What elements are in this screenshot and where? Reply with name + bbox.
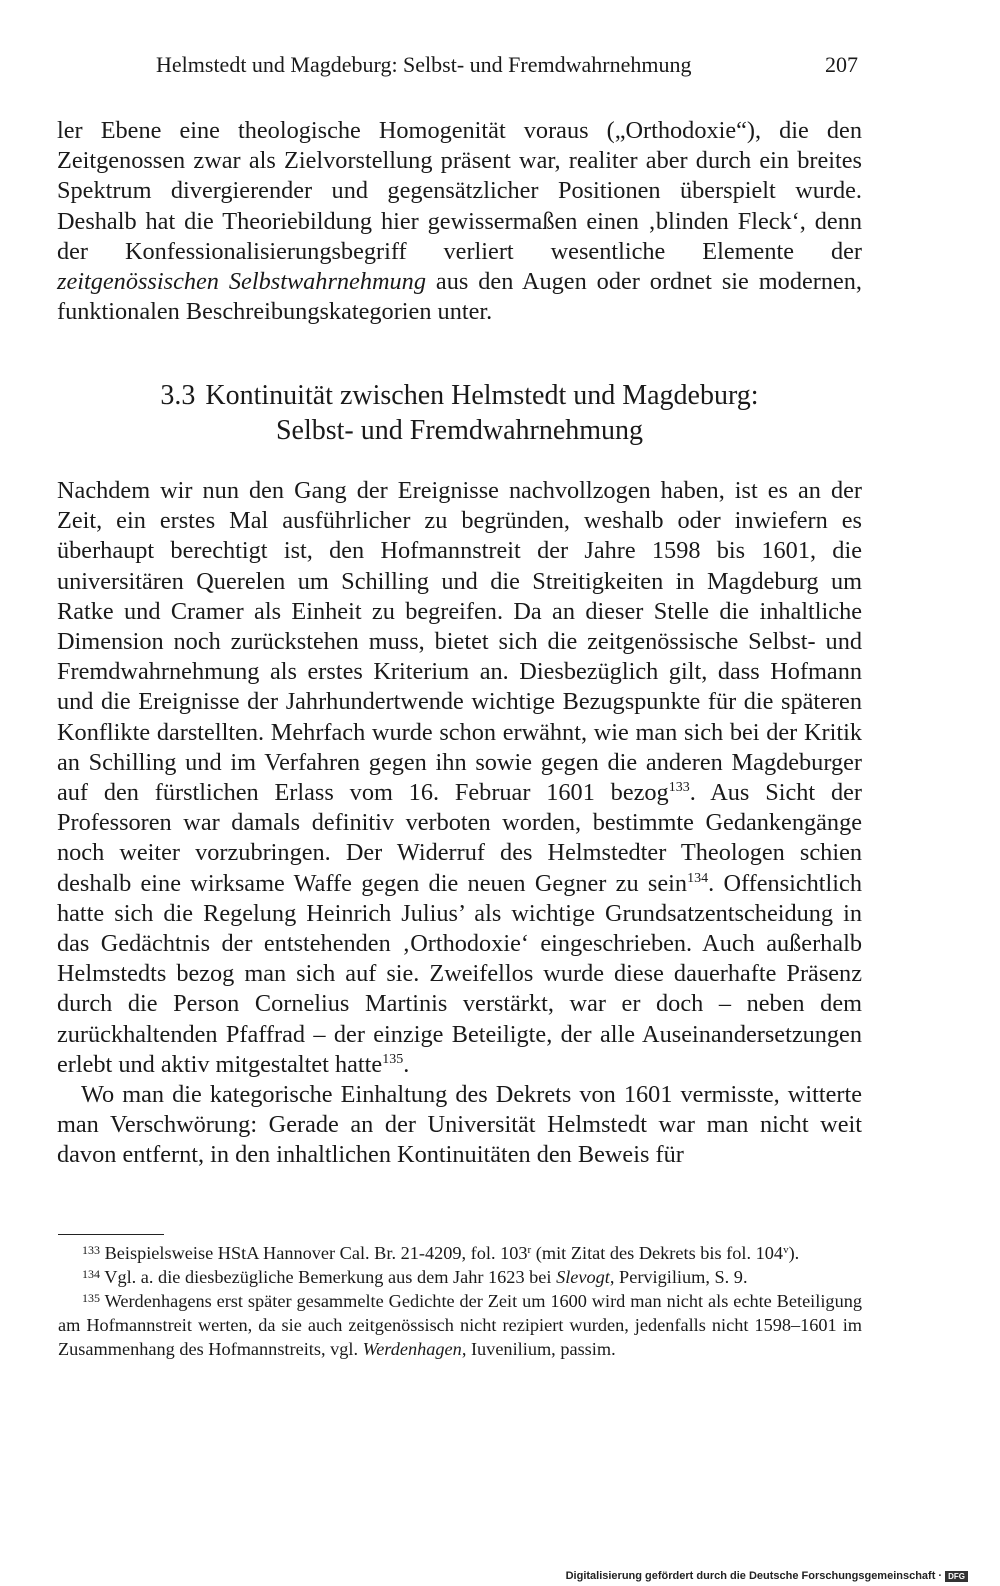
section-title-line-2: Selbst- und Fremdwahrnehmung — [275, 415, 644, 446]
footnote-text: Beispielsweise HStA Hannover Cal. Br. 21-4209, fol. 103 — [100, 1243, 528, 1263]
footnote-135 — [58, 1289, 862, 1361]
paragraph-1-emphasis: zeitgenössischen Selbstwahrnehmung — [57, 268, 426, 296]
running-title: Helmstedt und Magdeburg: Selbst- und Fremdwahrnehmung — [156, 52, 692, 77]
paragraph-2-text-d: . — [403, 1050, 410, 1078]
folio-side: r — [527, 1244, 532, 1256]
footnote-ref-135[interactable]: 135 — [382, 1051, 404, 1067]
footnote-text: ). — [788, 1243, 800, 1263]
footnote-ref-133[interactable]: 133 — [668, 780, 690, 796]
paragraph-2-text-c: . Offensichtlich hatte sich die Regelung Heinrich Julius’ als wichtige Grundsatzentscheidung in das Gedächtnis der entstehenden ‚Orthodoxie‘ eingeschrieben. Auch außerhalb Helmstedts bezog man sich auf sie. Zweifellos wurde diese dauerhafte Präsenz durch die Person Cornelius Martinis verstärkt, war er doch – neben dem zurückhaltenden Pfaffrad – der einzige Beteiligte, der alle Auseinandersetzungen erlebt und aktiv mitgestaltet hatte — [57, 869, 862, 1078]
footnote-134 — [58, 1265, 862, 1289]
footnote-number: 133 — [82, 1243, 100, 1257]
paragraph-2 — [57, 476, 862, 1171]
folio-side: v — [783, 1244, 789, 1256]
credit-text: Digitalisierung gefördert durch die Deutsche Forschungsgemeinschaft · — [565, 1570, 943, 1582]
footnote-author: Werdenhagen — [362, 1339, 462, 1359]
footnote-133 — [58, 1241, 862, 1265]
section-number: 3.3 — [160, 380, 196, 411]
footnotes — [58, 1241, 862, 1361]
footnote-ref-134[interactable]: 134 — [687, 870, 709, 886]
paragraph-1 — [57, 116, 862, 327]
dfg-logo-icon: DFG — [945, 1571, 968, 1582]
footnote-divider — [58, 1234, 164, 1235]
paragraph-2-text-a: Nachdem wir nun den Gang der Ereignisse nachvollzogen haben, ist es an der Zeit, ein erstes Mal ausführlicher zu begründen, weshalb oder inwiefern es überhaupt berechtigt ist, den Hofmannstreit der Jahre 1598 bis 1601, die universitären Querelen um Schilling und die Streitigkeiten in Magdeburg um Ratke und Cramer als Einheit zu begreifen. Da an dieser Stelle die inhaltliche Dimension noch zurückstehen muss, bietet sich die zeitgenössische Selbst- und Fremdwahrnehmung als erstes Kriterium an. Diesbezüglich gilt, dass Hofmann und die Ereignisse der Jahrhundertwende wichtige Bezugspunkte für die späteren Konflikte darstellten. Mehrfach wurde schon erwähnt, wie man sich bei der Kritik an Schilling und im Verfahren gegen ihn sowie gegen die anderen Magdeburger auf den fürstlichen Erlass vom 16. Februar 1601 bezog — [57, 477, 862, 807]
paragraph-2-text-b: . Aus Sicht der Professoren war damals definitiv verboten worden, bestimmte Gedankengänge noch weiter vorzubringen. Der Widerruf des Helmstedter Theologen schien deshalb eine wirksame Waffe gegen die neuen Gegner zu sein — [57, 779, 863, 897]
paragraph-1-text-a: ler Ebene eine theologische Homogenität voraus („Orthodoxie“), die den Zeitgenossen zwar als Zielvorstellung präsent war, realiter aber durch ein breites Spektrum divergierender und gegensätzlicher Positionen überspielt wurde. Deshalb hat die Theoriebildung hier gewissermaßen einen ‚blinden Fleck‘, denn der Konfessionalisierungsbegriff verliert wesentliche Elemente der — [57, 117, 862, 265]
running-header — [156, 52, 858, 78]
section-title-line-1: Kontinuität zwischen Helmstedt und Magdeburg: — [205, 380, 759, 411]
footnote-text: Werdenhagens erst später gesammelte Gedichte der Zeit um 1600 wird man nicht als echte Beteiligung am Hofmannstreit werten, da sie auch zeitgenössisch nicht rezipiert wurden, jedenfalls nicht 1598–1601 im Zusammenhang des Hofmannstreits, vgl. — [58, 1291, 862, 1359]
footnote-author: Slevogt — [556, 1267, 610, 1287]
page-number: 207 — [825, 52, 858, 77]
footnote-text: , Iuvenilium, passim. — [461, 1339, 616, 1359]
footnote-number: 135 — [82, 1291, 100, 1305]
digitization-credit — [566, 1570, 968, 1582]
footnote-text: Vgl. a. die diesbezügliche Bemerkung aus dem Jahr 1623 bei — [100, 1267, 557, 1287]
footnote-number: 134 — [82, 1267, 100, 1281]
footnote-text: (mit Zitat des Dekrets bis fol. 104 — [531, 1243, 784, 1263]
paragraph-3: Wo man die kategorische Einhaltung des Dekrets von 1601 vermisste, witterte man Verschwörung: Gerade an der Universität Helmstedt war man nicht weit davon entfernt, in den inhaltlichen Kontinuitäten den Beweis für — [57, 1081, 862, 1169]
paragraph-1-text-b: aus den Augen oder ordnet sie modernen, funktionalen Beschreibungskategorien unter. — [57, 268, 862, 326]
footnote-text: , Pervigilium, S. 9. — [609, 1267, 748, 1287]
section-heading — [57, 378, 862, 448]
